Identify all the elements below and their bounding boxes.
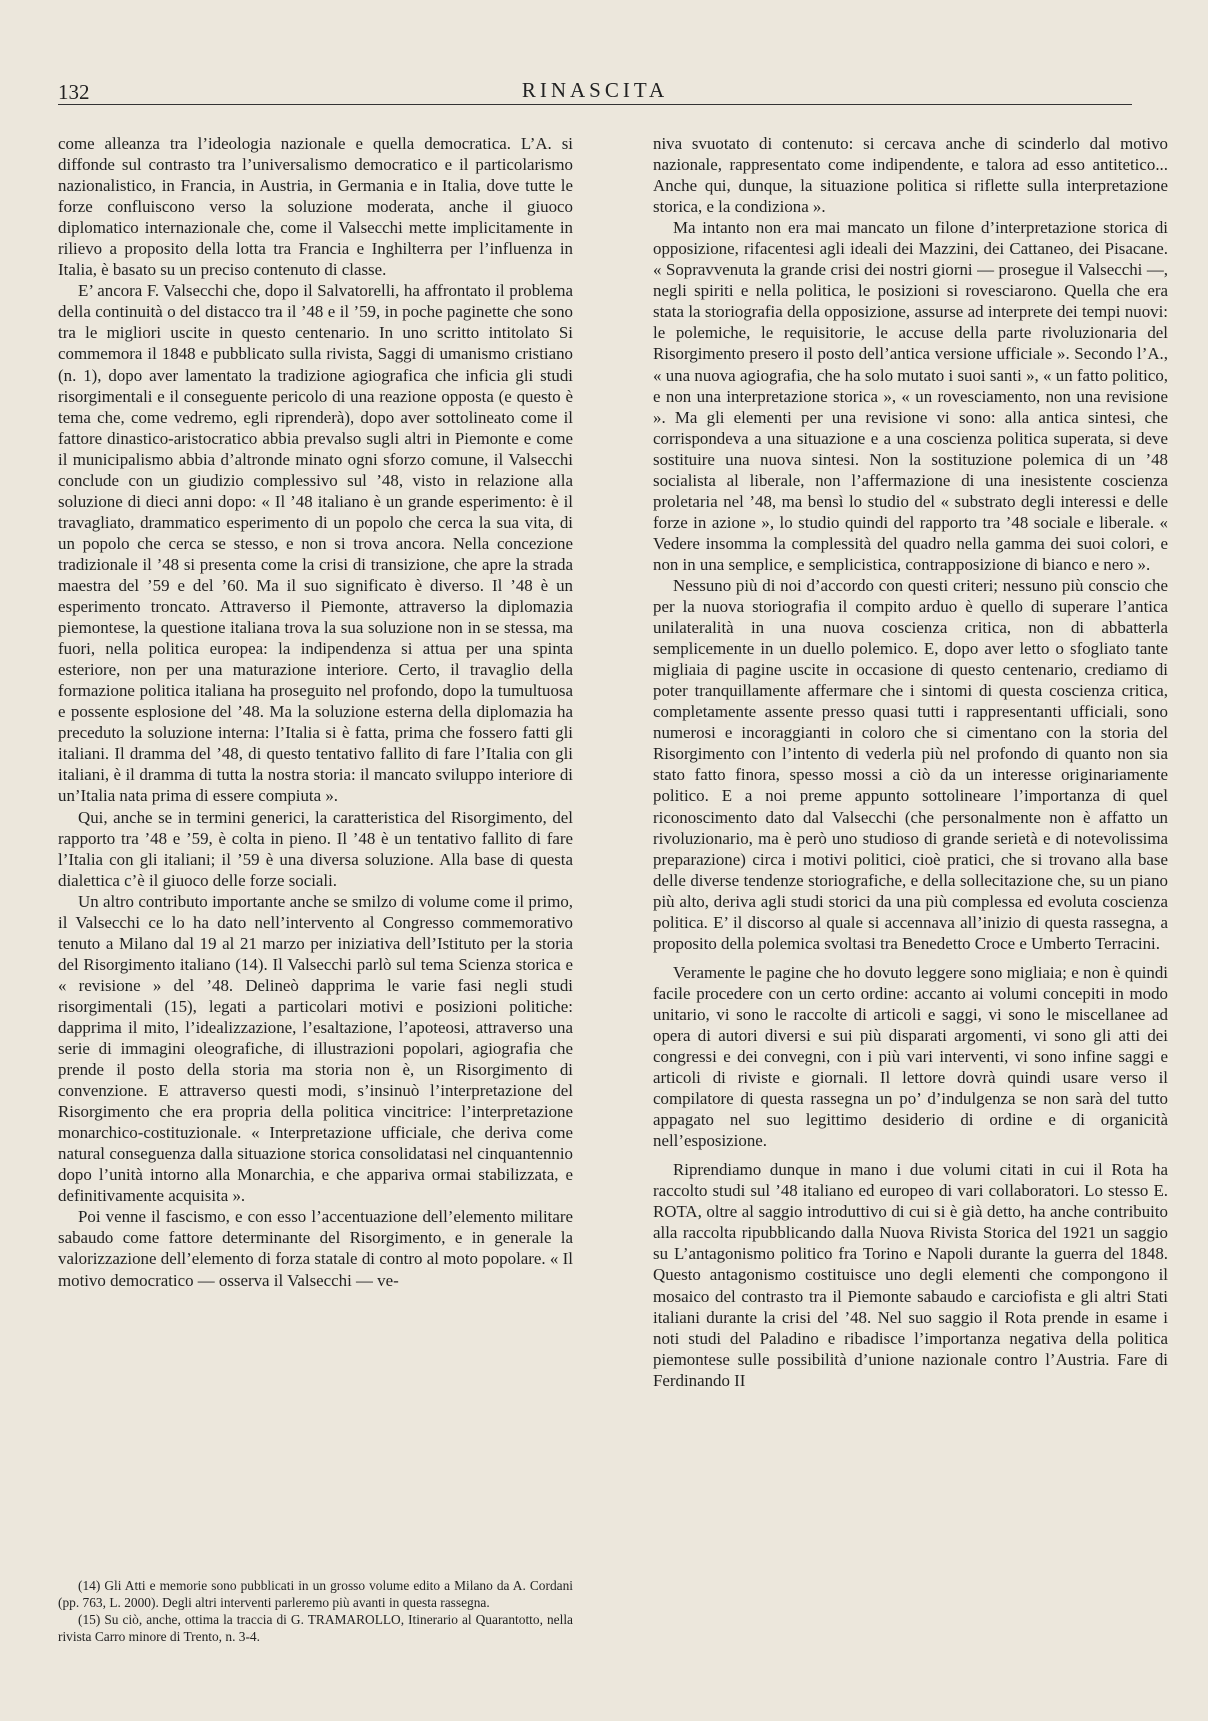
paragraph: Nessuno più di noi d’accordo con questi criteri; nessuno più conscio che per la nuova storiografia il compito arduo è quello di superare l’antica unilateralità in una nuova coscienza critica, non di abbatterla semplicemente in un duello polemico. E, dopo aver letto o sfogliato tante migliaia di pagine uscite in occasione di questo centenario, crediamo di poter tranquillamente affermare che i sintomi di questa coscienza critica, completamente assente presso quasi tutti i rappresentanti ufficiali, sono numerosi e incoraggianti in coloro che si cimentano con la storia del Risorgimento con l’intento di vederla più nel profondo di quanto non sia stato fatto finora, spesso mossi a ciò da un interesse originariamente politico. E a noi preme appunto sottolineare l’importanza di quel riconoscimento dato dal Valsecchi (che personalmente non è affatto un rivoluzionario, ma è però uno studioso di grande serietà e di notevolissima preparazione) circa i motivi politici, cioè pratici, che si trovano alla base delle diverse tendenze storiografiche, e della sollecitazione che, su un piano più alto, deriva agli studi storici da una più complessa ed evoluta coscienza politica. E’ il discorso al quale si accennava all’inizio di questa rassegna, a proposito della polemica svoltasi tra Benedetto Croce e Umberto Terracini. — [653, 575, 1168, 953]
paragraph: Ma intanto non era mai mancato un filone d’interpretazione storica di opposizione, rifacentesi agli ideali dei Mazzini, dei Cattaneo, dei Pisacane. « Sopravvenuta la grande crisi dei nostri giorni — prosegue il Valsecchi —, negli spiriti e nella politica, le posizioni si rovesciarono. Quella che era stata la storiografia della opposizione, assurse ad interprete dei tempi nuovi: le polemiche, le requisitorie, le accuse della parte rivoluzionaria del Risorgimento presero il posto dell’antica versione ufficiale ». Secondo l’A., « una nuova agiografia, che ha solo mutato i suoi santi », « un fatto politico, e non una interpretazione storica », « un rovesciamento, non una revisione ». Ma gli elementi per una revisione vi sono: alla antica sintesi, che corrispondeva a una situazione e a una coscienza politica superata, si deve sostituire una nuova sintesi. Non la sostituzione polemica di un ’48 socialista al liberale, non l’affermazione di una inesistente coscienza proletaria nel ’48, ma bensì lo studio del « substrato degli interessi e delle forze in azione », lo studio quindi del rapporto tra ’48 sociale e liberale. « Vedere insomma la complessità del quadro nella gamma dei suoi colori, e non in una semplice, e semplicistica, contrapposizione di bianco e nero ». — [653, 218, 1168, 574]
right-column — [653, 133, 1168, 1391]
paragraph: Veramente le pagine che ho dovuto leggere sono migliaia; e non è quindi facile procedere con un certo ordine: accanto ai volumi concepiti in modo unitario, vi sono le raccolte di articoli e saggi, vi sono le miscellanee ad opera di autori diversi e sui più disparati argomenti, vi sono gli atti dei congressi e dei convegni, con i più vari interventi, vi sono infine saggi e articoli di riviste e giornali. Il lettore dovrà quindi usare verso il compilatore di questa rassegna un po’ d’indulgenza se non sarà del tutto appagato nel suo legittimo desiderio di ordine e di organicità nell’esposizione. — [653, 962, 1168, 1151]
paragraph-gap — [653, 954, 1168, 962]
left-column — [58, 133, 573, 1291]
paragraph: Poi venne il fascismo, e con esso l’accentuazione dell’elemento militare sabaudo come fattore determinante del Risorgimento, e in generale la valorizzazione dell’elemento di forza statale di contro al moto popolare. « Il motivo democratico — osserva il Valsecchi — ve- — [58, 1207, 573, 1290]
paragraph: come alleanza tra l’ideologia nazionale e quella democratica. L’A. si diffonde sul contrasto tra l’universalismo democratico e il particolarismo nazionalistico, in Francia, in Austria, in Germania e in Italia, dove tutte le forze confluiscono verso la soluzione moderata, anche il giuoco diplomatico internazionale che, come il Valsecchi mette implicitamente in rilievo a proposito della lotta tra Francia e Inghilterra per l’influenza in Italia, è basato su un preciso contenuto di classe. — [58, 134, 573, 280]
footnote-15: (15) Su ciò, anche, ottima la traccia di G. TRAMAROLLO, Itinerario al Quarantotto, nella rivista Carro minore di Trento, n. 3-4. — [58, 1612, 573, 1644]
footnote-14: (14) Gli Atti e memorie sono pubblicati in un grosso volume edito a Milano da A. Cordani (pp. 763, L. 2000). Degli altri interventi parleremo più avanti in questa rassegna. — [58, 1578, 573, 1610]
page-number: 132 — [58, 80, 90, 104]
paragraph: Riprendiamo dunque in mano i due volumi citati in cui il Rota ha raccolto studi sul ’48 italiano ed europeo di vari collaboratori. Lo stesso E. ROTA, oltre al saggio introduttivo di cui si è già detto, ha anche contribuito alla raccolta ripubblicando dalla Nuova Rivista Storica del 1921 un saggio su L’antagonismo politico fra Torino e Napoli durante la guerra del 1848. Questo antagonismo costituisce uno degli elementi che compongono il mosaico del contrasto tra il Piemonte sabaudo e carciofista e gli altri Stati italiani durante la crisi del ’48. Nel suo saggio il Rota prende in esame i noti studi del Paladino e ribadisce l’importanza negativa della politica piemontese sulle possibilità d’unione nazionale contro l’Austria. Fare di Ferdinando II — [653, 1160, 1168, 1390]
paragraph: niva svuotato di contenuto: si cercava anche di scinderlo dal motivo nazionale, rappresentato come indipendente, e talora ad esso antitetico... Anche qui, dunque, la situazione politica si riflette sulla interpretazione storica, e la condiziona ». — [653, 134, 1168, 217]
paragraph-gap — [653, 1151, 1168, 1159]
paragraph: Qui, anche se in termini generici, la caratteristica del Risorgimento, del rapporto tra ’48 e ’59, è colta in pieno. Il ’48 è un tentativo fallito di fare l’Italia con gli italiani; il ’59 è una diversa soluzione. Alla base di questa dialettica c’è il giuoco delle forze sociali. — [58, 807, 573, 890]
paragraph: E’ ancora F. Valsecchi che, dopo il Salvatorelli, ha affrontato il problema della continuità o del distacco tra il ’48 e il ’59, in poche paginette che sono tra le migliori uscite in questo centenario. In uno scritto intitolato Si commemora il 1848 e pubblicato sulla rivista, Saggi di umanismo cristiano (n. 1), dopo aver lamentato la tradizione agiografica che inficia gli studi risorgimentali e il conseguente pericolo di una reazione opposta (e questo è tema che, come vedremo, egli riprenderà), dopo aver sottolineato come il fattore dinastico-aristocratico abbia prevalso sugli altri in Piemonte e come il municipalismo abbia d’altronde minato ogni sforzo comune, il Valsecchi conclude con un giudizio complessivo sul ’48, visto in relazione alla soluzione di dieci anni dopo: « Il ’48 italiano è un grande esperimento: è il travagliato, drammatico esperimento di un popolo che cerca la sua vita, di un popolo che cerca se stesso, e non si trova ancora. Nella concezione tradizionale il ’48 si presenta come la crisi di transizione, che apre la strada maestra del ’59 e del ’60. Ma il suo significato è diverso. Il ’48 è un esperimento troncato. Attraverso il Piemonte, attraverso la diplomazia piemontese, la questione italiana trova la sua soluzione non in se stessa, ma fuori, nella politica europea: la indipendenza si attua per una spinta esteriore, non per una maturazione interiore. Certo, il travaglio della formazione politica italiana ha proseguito nel profondo, dopo la tumultuosa e possente esplosione del ’48. Ma la soluzione esterna della diplomazia ha preceduto la soluzione interna: l’Italia si è fatta, prima che fossero fatti gli italiani. Il dramma del ’48, di questo tentativo fallito di fare l’Italia con gli italiani, è il dramma di tutta la nostra storia: il mancato sviluppo interiore di un’Italia nata prima di essere compiuta ». — [58, 281, 573, 806]
paragraph: Un altro contributo importante anche se smilzo di volume come il primo, il Valsecchi ce lo ha dato nell’intervento al Congresso commemorativo tenuto a Milano dal 19 al 21 marzo per iniziativa dell’Istituto per la storia del Risorgimento italiano (14). Il Valsecchi parlò sul tema Scienza storica e « revisione » del ’48. Delineò dapprima le varie fasi negli studi risorgimentali (15), legati a particolari motivi e posizioni politiche: dapprima il mito, l’idealizzazione, l’esaltazione, l’apoteosi, attraverso una serie di immagini oleografiche, di illustrazioni popolari, agiografia che prende il posto della storia ma storia non è, un Risorgimento di convenzione. E attraverso questi modi, s’insinuò l’interpretazione del Risorgimento che era propria della politica vincitrice: l’interpretazione monarchico-costituzionale. « Interpretazione ufficiale, che deriva come natural conseguenza dalla situazione storica consolidatasi nel cinquantennio dopo l’unità intorno alla Monarchia, e che appariva ormai stabilizzata, e definitivamente acquisita ». — [58, 891, 573, 1206]
journal-title: RINASCITA — [521, 78, 669, 102]
footnotes — [58, 1577, 573, 1645]
header-rule — [58, 104, 1132, 105]
page-header — [58, 74, 1132, 104]
